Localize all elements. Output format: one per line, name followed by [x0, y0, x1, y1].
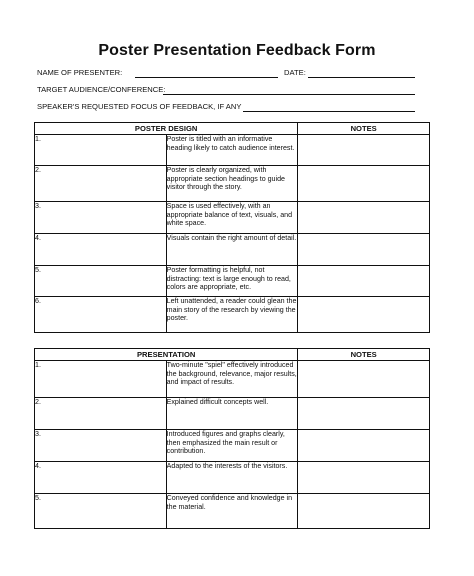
item-text: Space is used effectively, with an appropriate balance of text, visuals, and white space. [166, 202, 298, 234]
notes-cell[interactable] [298, 361, 430, 398]
notes-cell[interactable] [298, 166, 430, 202]
notes-cell[interactable] [298, 202, 430, 234]
notes-cell[interactable] [298, 297, 430, 333]
item-number: 3. [35, 430, 167, 462]
item-number: 1. [35, 135, 167, 166]
focus-label: SPEAKER'S REQUESTED FOCUS OF FEEDBACK, IF ANY [37, 102, 242, 111]
item-text: Left unattended, a reader could glean the main story of the research by viewing the poster. [166, 297, 298, 333]
poster-design-table [34, 122, 430, 333]
table-row [35, 166, 430, 202]
presentation-table [34, 348, 430, 529]
item-number: 4. [35, 462, 167, 494]
presenter-label: NAME OF PRESENTER: [37, 68, 123, 77]
item-number: 3. [35, 202, 167, 234]
item-text: Visuals contain the right amount of detail. [166, 234, 298, 266]
item-number: 1. [35, 361, 167, 398]
notes-cell[interactable] [298, 430, 430, 462]
notes-cell[interactable] [298, 494, 430, 529]
table-row [35, 462, 430, 494]
item-text: Introduced figures and graphs clearly, then emphasized the main result or contribution. [166, 430, 298, 462]
notes-cell[interactable] [298, 462, 430, 494]
presentation-header: PRESENTATION [35, 349, 298, 361]
table-row [35, 494, 430, 529]
table-row [35, 135, 430, 166]
poster-design-notes-header: NOTES [298, 123, 430, 135]
item-text: Explained difficult concepts well. [166, 398, 298, 430]
poster-design-header: POSTER DESIGN [35, 123, 298, 135]
item-number: 4. [35, 234, 167, 266]
table-row [35, 202, 430, 234]
form-title: Poster Presentation Feedback Form [98, 42, 376, 59]
audience-label: TARGET AUDIENCE/CONFERENCE: [37, 85, 166, 94]
table-row [35, 297, 430, 333]
item-number: 2. [35, 166, 167, 202]
table-row [35, 361, 430, 398]
focus-line[interactable] [243, 111, 415, 112]
presentation-notes-header: NOTES [298, 349, 430, 361]
date-line[interactable] [308, 77, 415, 78]
item-number: 2. [35, 398, 167, 430]
item-text: Conveyed confidence and knowledge in the material. [166, 494, 298, 529]
table-row [35, 266, 430, 297]
item-text: Poster formatting is helpful, not distracting: text is large enough to read, colors are appropriate, etc. [166, 266, 298, 297]
date-label: DATE: [284, 68, 306, 77]
table-row [35, 234, 430, 266]
item-number: 5. [35, 266, 167, 297]
table-row [35, 430, 430, 462]
notes-cell[interactable] [298, 266, 430, 297]
item-text: Poster is clearly organized, with appropriate section headings to guide visitor through the story. [166, 166, 298, 202]
item-number: 6. [35, 297, 167, 333]
presenter-line[interactable] [135, 77, 278, 78]
table-row [35, 398, 430, 430]
notes-cell[interactable] [298, 234, 430, 266]
notes-cell[interactable] [298, 398, 430, 430]
item-text: Adapted to the interests of the visitors. [166, 462, 298, 494]
notes-cell[interactable] [298, 135, 430, 166]
item-text: Two-minute "spiel" effectively introduced the background, relevance, major results, and impact of results. [166, 361, 298, 398]
audience-line[interactable] [163, 94, 415, 95]
item-number: 5. [35, 494, 167, 529]
item-text: Poster is titled with an informative heading likely to catch audience interest. [166, 135, 298, 166]
